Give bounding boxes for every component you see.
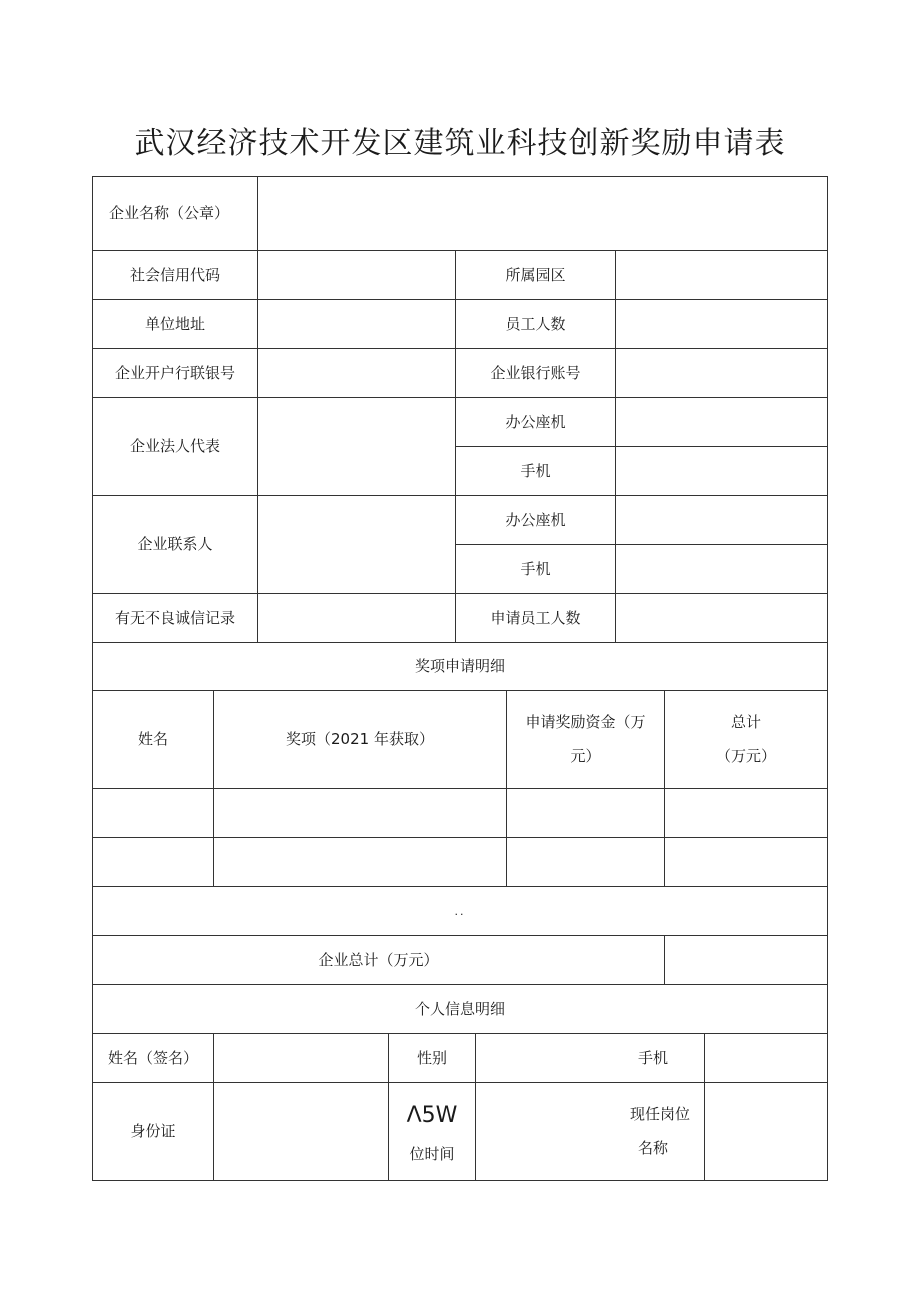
name-sign-field[interactable] — [214, 1034, 388, 1082]
credit-record-field[interactable] — [258, 594, 455, 642]
award-row-2-total[interactable] — [665, 838, 827, 886]
position-field[interactable] — [705, 1083, 827, 1180]
award-col-amount — [507, 691, 664, 788]
park-field[interactable] — [616, 251, 827, 299]
award-col-name: 姓名 — [137, 730, 168, 748]
employee-count-label: 员工人数 — [505, 314, 566, 333]
time-glyph: Λ5W — [406, 1103, 458, 1128]
legal-rep-office-phone-label: 办公座机 — [505, 412, 566, 431]
personal-mobile-label: 手机 — [637, 1048, 668, 1067]
legal-rep-office-phone-field[interactable] — [616, 398, 827, 446]
form-title: 武汉经济技术开发区建筑业科技创新奖励申请表 — [134, 126, 786, 161]
award-ellipsis-row: .. — [454, 904, 466, 918]
award-col-amount-line2: 元） — [570, 747, 601, 766]
id-label: 身份证 — [130, 1122, 176, 1140]
employee-count-field[interactable] — [616, 300, 827, 348]
contact-office-phone-label: 办公座机 — [505, 510, 566, 529]
name-sign-label: 姓名（签名） — [107, 1048, 198, 1067]
contact-field[interactable] — [258, 496, 455, 593]
gender-label: 性别 — [416, 1048, 447, 1067]
bank-code-field[interactable] — [258, 349, 455, 397]
credit-code-label: 社会信用代码 — [129, 265, 220, 284]
time-cell — [389, 1083, 475, 1180]
bank-account-field[interactable] — [616, 349, 827, 397]
position-line1: 现任岗位 — [629, 1104, 690, 1123]
address-field[interactable] — [258, 300, 455, 348]
award-col-total-line2: （万元） — [715, 747, 776, 766]
credit-record-label: 有无不良诚信记录 — [114, 608, 235, 627]
address-label: 单位地址 — [144, 314, 205, 333]
applicant-count-label: 申请员工人数 — [490, 608, 581, 627]
legal-rep-field[interactable] — [258, 398, 455, 495]
award-col-award: 奖项（2021 年获取） — [286, 730, 434, 748]
bank-code-label: 企业开户行联银号 — [114, 363, 235, 382]
enterprise-total-field[interactable] — [665, 936, 827, 984]
bank-account-label: 企业银行账号 — [490, 363, 581, 382]
personal-section-title: 个人信息明细 — [414, 999, 505, 1018]
legal-rep-label: 企业法人代表 — [129, 437, 220, 455]
enterprise-name-label: 企业名称（公章） — [109, 204, 230, 222]
enterprise-name-field[interactable] — [258, 177, 827, 250]
contact-office-phone-field[interactable] — [616, 496, 827, 544]
rule — [827, 176, 828, 1181]
position-cell — [476, 1083, 704, 1180]
award-row-2-award[interactable] — [214, 838, 506, 886]
enterprise-total-label: 企业总计（万元） — [318, 950, 439, 969]
legal-rep-mobile-label: 手机 — [520, 461, 551, 480]
personal-mobile-field[interactable] — [705, 1034, 827, 1082]
contact-mobile-field[interactable] — [616, 545, 827, 593]
award-col-amount-line1: 申请奖励资金（万 — [525, 712, 646, 731]
award-row-1-amount[interactable] — [507, 789, 664, 837]
contact-mobile-label: 手机 — [520, 559, 551, 578]
legal-rep-mobile-field[interactable] — [616, 447, 827, 495]
award-row-1-name[interactable] — [93, 789, 213, 837]
position-line2: 名称 — [637, 1139, 668, 1158]
award-col-total-line1: 总计 — [730, 712, 761, 731]
credit-code-field[interactable] — [258, 251, 455, 299]
contact-label: 企业联系人 — [137, 535, 213, 553]
id-field[interactable] — [214, 1083, 388, 1180]
rule — [92, 1180, 828, 1181]
award-section-title: 奖项申请明细 — [414, 657, 505, 675]
award-col-total — [665, 691, 827, 788]
park-label: 所属园区 — [505, 265, 566, 284]
award-row-2-amount[interactable] — [507, 838, 664, 886]
award-row-1-total[interactable] — [665, 789, 827, 837]
award-row-2-name[interactable] — [93, 838, 213, 886]
applicant-count-field[interactable] — [616, 594, 827, 642]
time-label: 位时间 — [409, 1145, 455, 1163]
award-row-1-award[interactable] — [214, 789, 506, 837]
